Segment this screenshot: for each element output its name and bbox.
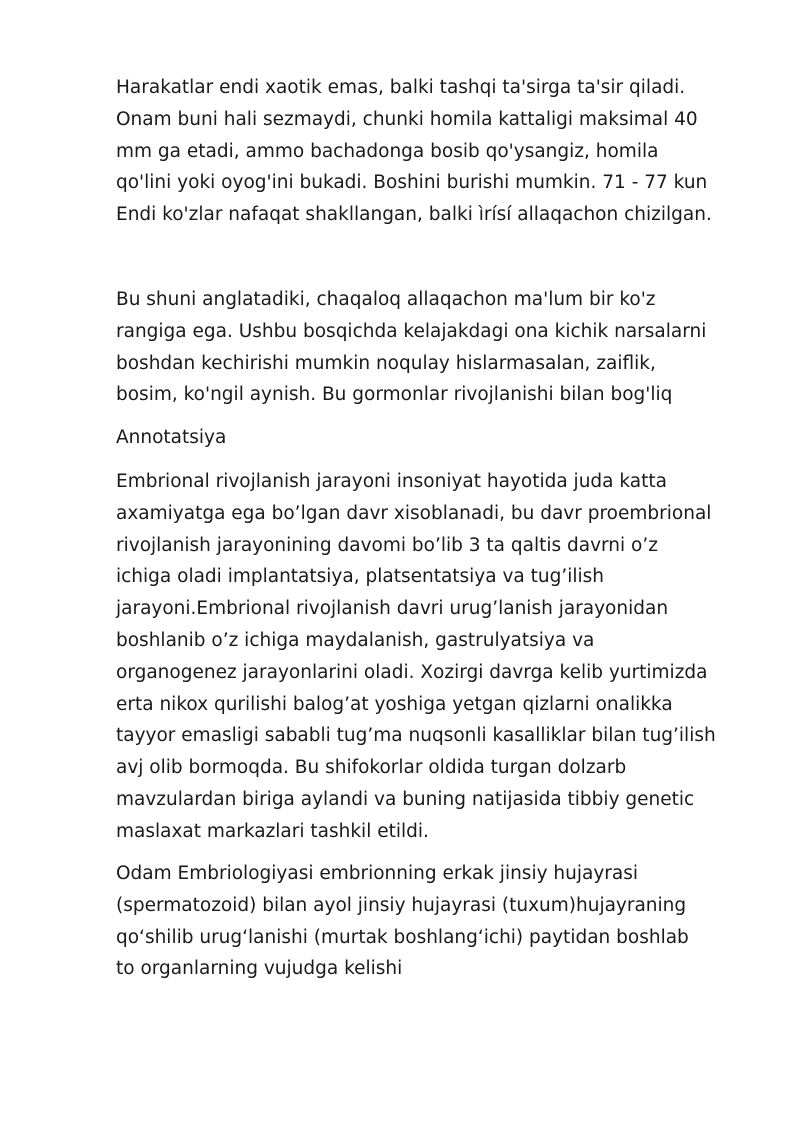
paragraph-fetal-movement: Harakatlar endi xaotik emas, balki tashqi ta'sirga ta'sir qiladi. Onam buni hali sezmaydi, chunki homila kattaligi maksimal 40 mm ga etadi, ammo bachadonga bosib qo'ysangiz, homila qo'lini yoki oyog'ini bukadi. Boshini burishi mumkin. 71 - 77 kun Endi ko'zlar nafaqat shakllangan, balki ìrísí allaqachon chizilgan. bbox=[116, 77, 712, 226]
paragraph-human-embryology: Odam Embriologiyasi embrionning erkak jinsiy hujayrasi (spermatozoid) bilan ayol jinsiy hujayrasi (tuxum)hujayraning qo‘shilib urug‘lanishi (murtak boshlang‘ichi) paytidan boshlab to organlarning vujudga kelishi bbox=[116, 863, 689, 980]
paragraph-eye-color: Bu shuni anglatadiki, chaqaloq allaqachon ma'lum bir ko'z rangiga ega. Ushbu bosqichda kelajakdagi ona kichik narsalarni boshdan kechirishi mumkin noqulay hislarmasalan, zaiflik, bosim, ko'ngil aynish. Bu gormonlar rivojlanishi bilan bog'liq bbox=[116, 289, 707, 406]
paragraph-embryonic-development: Embrional rivojlanish jarayoni insoniyat hayotida juda katta axamiyatga ega bo’lgan davr xisoblanadi, bu davr proembrional rivojlanish jarayonining davomi bo’lib 3 ta qaltis davrni o’z ichiga oladi implantatsiya, platsentatsiya va tug’ilish jarayoni.Embrional rivojlanish davri urug’lanish jarayonidan boshlanib o’z ichiga maydalanish, gastrulyatsiya va organogenez jarayonlarini oladi. Xozirgi davrga kelib yurtimizda erta nikox qurilishi balog’at yoshiga yetgan qizlarni onalikka tayyor emasligi sababli tug’ma nuqsonli kasalliklar bilan tug’ilish avj olib bormoqda. Bu shifokorlar oldida turgan dolzarb mavzulardan biriga aylandi va buning natijasida tibbiy genetic maslaxat markazlari tashkil etildi. bbox=[116, 471, 716, 842]
section-heading-annotation: Annotatsiya bbox=[116, 427, 227, 448]
